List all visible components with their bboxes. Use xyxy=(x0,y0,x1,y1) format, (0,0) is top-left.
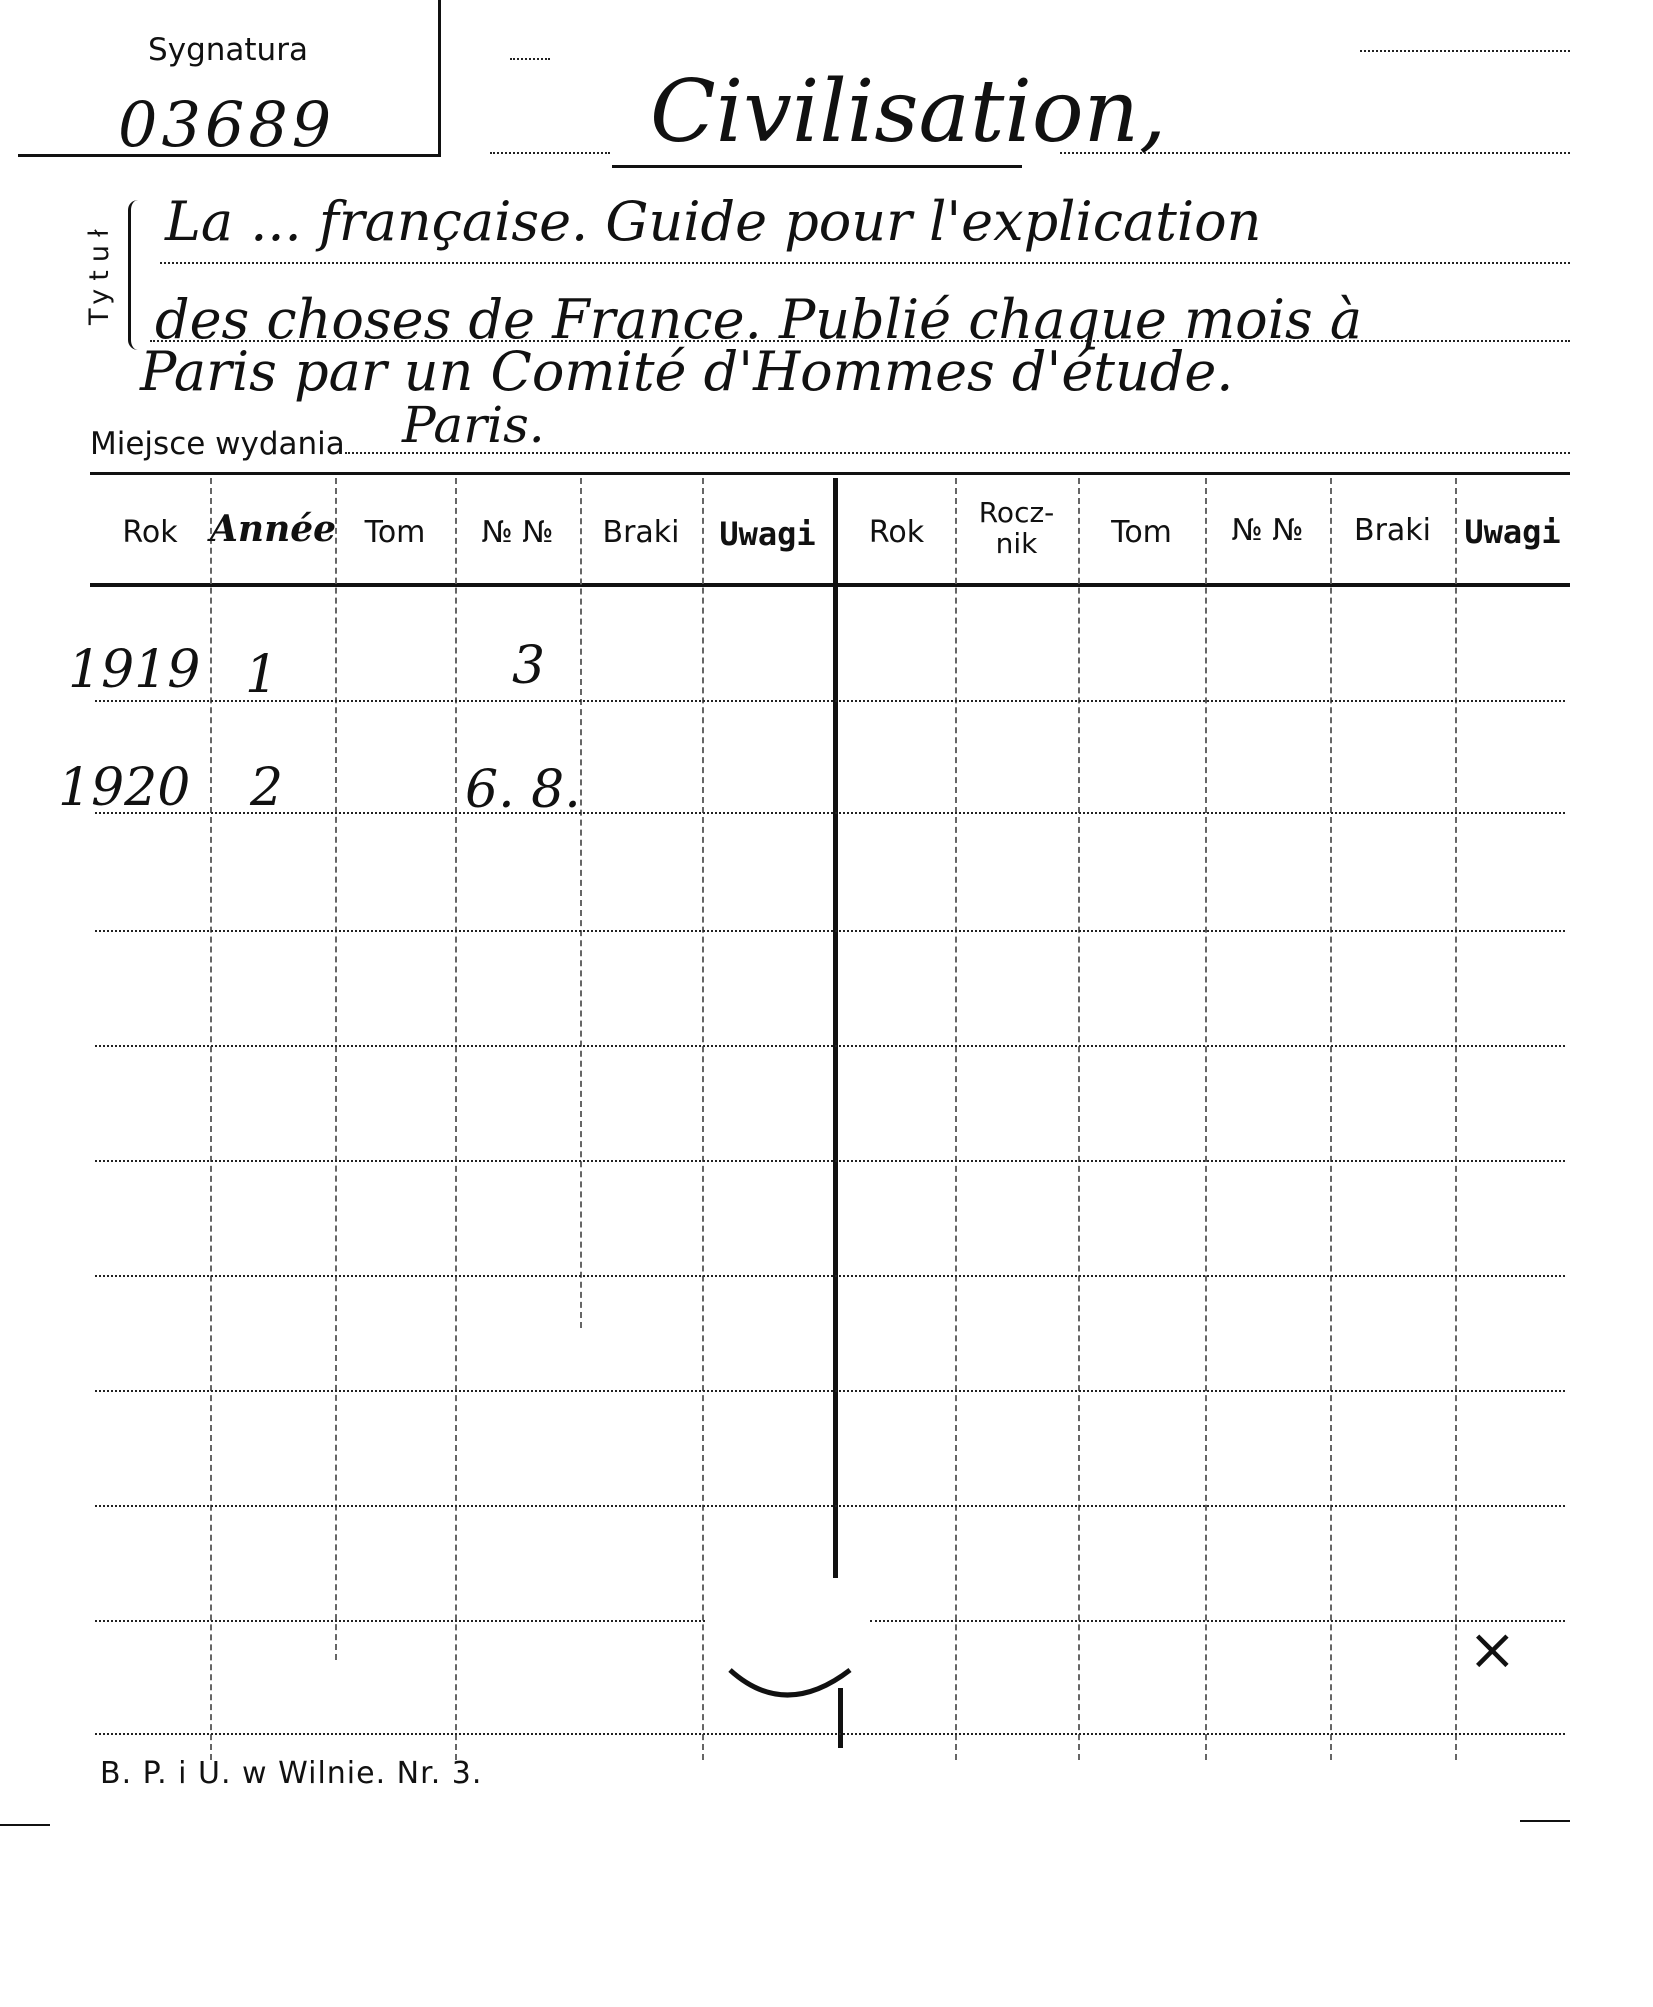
row-2-numery: 6. 8. xyxy=(465,760,581,820)
edge-mark-left xyxy=(0,1824,50,1826)
table-top-rule xyxy=(90,472,1570,475)
title-line-2: des choses de France. Publié chaque mois à xyxy=(155,288,1363,351)
row-line xyxy=(95,1160,1565,1162)
title-label xyxy=(84,205,124,345)
col-divider xyxy=(455,478,457,1760)
signature-value: 03689 xyxy=(118,88,336,161)
title-label-text: Tytuł xyxy=(84,221,115,325)
footer-text: B. P. i U. w Wilnie. Nr. 3. xyxy=(100,1756,483,1791)
col-divider xyxy=(955,478,957,1760)
header-annee: Année xyxy=(210,508,337,550)
row-2-rok: 1920 xyxy=(58,758,191,818)
header-rok: Rok xyxy=(122,515,178,550)
title-brace xyxy=(128,200,147,350)
title-line-3: Paris par un Comité d'Hommes d'étude. xyxy=(140,340,1234,403)
row-2-annee: 2 xyxy=(250,758,284,818)
header-braki-right: Braki xyxy=(1353,513,1431,548)
header-braki: Braki xyxy=(602,515,680,550)
title-dots-1 xyxy=(160,262,1570,264)
row-line xyxy=(870,1620,1565,1622)
header-tom: Tom xyxy=(364,515,426,550)
row-line xyxy=(95,1733,1565,1735)
handwritten-title: Civilisation, xyxy=(650,62,1167,162)
col-divider xyxy=(1205,478,1207,1760)
header-tom-right: Tom xyxy=(1111,515,1172,550)
curve-mark xyxy=(725,1660,865,1720)
header-rok-right: Rok xyxy=(868,515,925,550)
row-line xyxy=(95,1045,1565,1047)
row-line xyxy=(95,812,1565,814)
header-numery-right: № № xyxy=(1231,513,1304,548)
cross-mark: × xyxy=(1468,1615,1517,1683)
row-line xyxy=(95,1275,1565,1277)
row-line xyxy=(95,1620,705,1622)
edge-mark-right xyxy=(1520,1820,1570,1822)
row-line xyxy=(95,1505,1565,1507)
header-rocznik: Rocz- nik xyxy=(978,496,1055,560)
row-1-rok: 1919 xyxy=(68,640,201,700)
col-divider xyxy=(580,478,582,1328)
header-dots-left xyxy=(490,152,610,154)
row-1-numery: 3 xyxy=(512,636,546,696)
header-uwagi: Uwagi xyxy=(719,515,816,553)
header-dots-right-top xyxy=(1360,50,1570,52)
place-label: Miejsce wydania xyxy=(90,426,345,462)
signature-label: Sygnatura xyxy=(148,32,308,68)
col-divider xyxy=(702,478,704,1760)
header-uwagi-right: Uwagi xyxy=(1464,513,1561,551)
row-line xyxy=(95,700,1565,702)
row-line xyxy=(95,930,1565,932)
col-divider xyxy=(1455,478,1457,1760)
row-line xyxy=(95,1390,1565,1392)
header-numery: № № xyxy=(481,515,554,550)
header-dots-left-top xyxy=(510,58,550,60)
col-divider xyxy=(1078,478,1080,1760)
title-underline xyxy=(612,165,1022,168)
place-value: Paris. xyxy=(402,396,545,454)
title-line-1: La ... française. Guide pour l'explication xyxy=(165,190,1262,253)
col-divider xyxy=(210,478,212,1760)
row-1-annee: 1 xyxy=(245,645,279,705)
col-divider xyxy=(1330,478,1332,1760)
col-divider xyxy=(335,478,337,1660)
signature-box xyxy=(18,0,441,161)
table-header-rule xyxy=(90,583,1570,587)
table-center-divider xyxy=(833,478,838,1578)
